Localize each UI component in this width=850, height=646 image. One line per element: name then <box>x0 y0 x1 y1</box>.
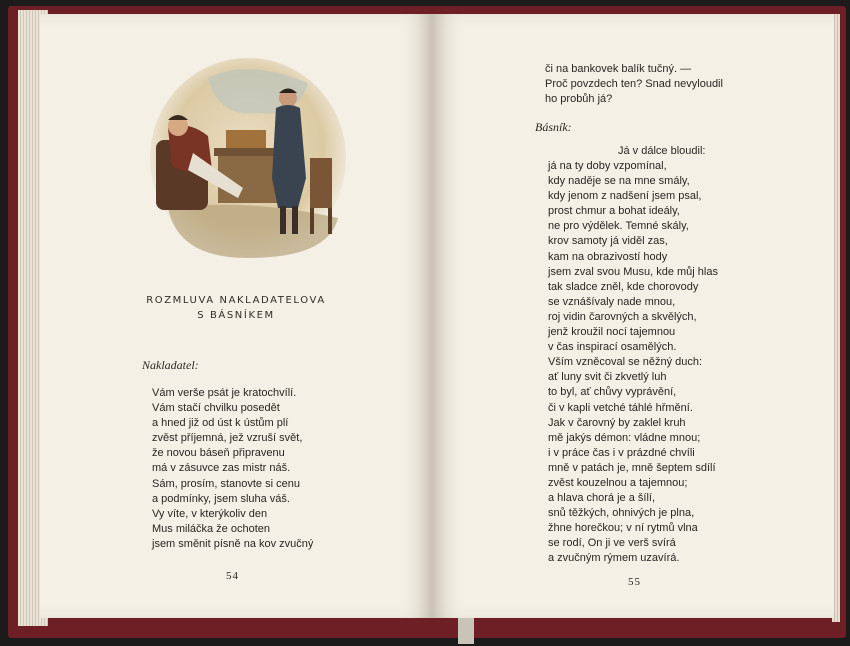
page-number-right: 55 <box>628 576 641 588</box>
verse-line: roj vidin čarovných a skvělých, <box>548 310 697 323</box>
verse-line: jsem směnit písně na kov zvučný <box>152 537 314 550</box>
poem-title-line-1: ROZMLUVA NAKLADATELOVA <box>146 295 326 306</box>
verse-line: ať luny svit či zkvetlý luh <box>548 371 667 384</box>
verse-left <box>152 386 313 552</box>
speaker-poet: Básník: <box>535 120 572 134</box>
illustration-publisher-and-poet <box>148 58 348 263</box>
right-page <box>432 14 834 618</box>
verse-line: kdy jenom z nadšení jsem psal, <box>548 190 702 203</box>
verse-line: kam na obrazivostí hody <box>548 250 668 263</box>
verse-line: v čas inspirací osamělých. <box>548 341 677 354</box>
verse-line: Vším vzněcoval se něžný duch: <box>548 356 703 369</box>
verse-line: Vy víte, v kterýkoliv den <box>152 507 268 520</box>
verse-line: zvěst kouzelnou a tajemnou; <box>548 476 688 489</box>
verse-line: ne pro výdělek. Temné skály, <box>548 220 689 233</box>
verse-right-top <box>545 62 723 107</box>
verse-line: se rodí, On ji ve verš svírá <box>548 537 676 550</box>
verse-line: Jak v čarovný by zaklel kruh <box>548 416 686 429</box>
verse-line: ho probůh já? <box>545 93 613 106</box>
verse-right <box>548 159 718 567</box>
verse-line: má v zásuvce zas mistr náš. <box>152 462 291 475</box>
verse-line: i v práce čas i v prázdné chvíli <box>548 446 695 459</box>
verse-line: a podmínky, jsem sluha váš. <box>152 492 290 505</box>
verse-right-first-line: Já v dálce bloudil: <box>618 145 706 157</box>
verse-line: či na bankovek balík tučný. — <box>545 63 692 75</box>
verse-line: žhne horečkou; v ní rytmů vlna <box>548 522 698 535</box>
verse-line: Proč povzdech ten? Snad nevyloudil <box>545 78 723 91</box>
left-page <box>40 14 432 618</box>
verse-line: jenž kroužil nocí tajemnou <box>548 326 676 339</box>
verse-line: či v kapli vetché táhlé hřmění. <box>548 401 693 414</box>
verse-line: Sám, prosím, stanovte si cenu <box>152 477 300 490</box>
verse-line: to byl, ať chůvy vyprávění, <box>548 386 677 399</box>
verse-line: že novou báseň připravenu <box>152 447 285 460</box>
page-number-left: 54 <box>226 570 239 582</box>
verse-line: zvěst příjemná, jež vzruší svět, <box>152 432 303 445</box>
verse-line: Vám verše psát je kratochvílí. <box>152 387 297 399</box>
verse-line: a hned již od úst k ústům plí <box>152 417 289 430</box>
verse-line: jsem zval svou Musu, kde můj hlas <box>548 265 718 278</box>
speaker-publisher: Nakladatel: <box>142 358 199 372</box>
verse-line: krov samoty já viděl zas, <box>548 235 668 248</box>
verse-line: Vám stačí chvilku posedět <box>152 402 280 415</box>
verse-line: tak sladce zněl, kde chorovody <box>548 280 699 293</box>
verse-line: Mus miláčka že ochoten <box>152 522 270 535</box>
verse-line: prost chmur a bohat ideály, <box>548 205 680 218</box>
poem-title <box>40 293 432 323</box>
verse-line: mě jakýs démon: vládne mnou; <box>548 431 701 444</box>
verse-line: kdy naděje se na mne smály, <box>548 175 690 188</box>
verse-line: mně v patách je, mně šeptem sdílí <box>548 461 716 474</box>
verse-line: a hlava chorá je a šílí, <box>548 492 656 505</box>
bookmark-ribbon <box>458 618 474 644</box>
verse-line: a zvučným rýmem uzavírá. <box>548 552 680 565</box>
verse-line: já na ty doby vzpomínal, <box>548 160 667 172</box>
verse-line: se vznášívaly nade mnou, <box>548 295 676 308</box>
verse-line: snů těžkých, ohnivých je plna, <box>548 507 695 520</box>
poem-title-line-2: S BÁSNÍKEM <box>197 310 275 321</box>
